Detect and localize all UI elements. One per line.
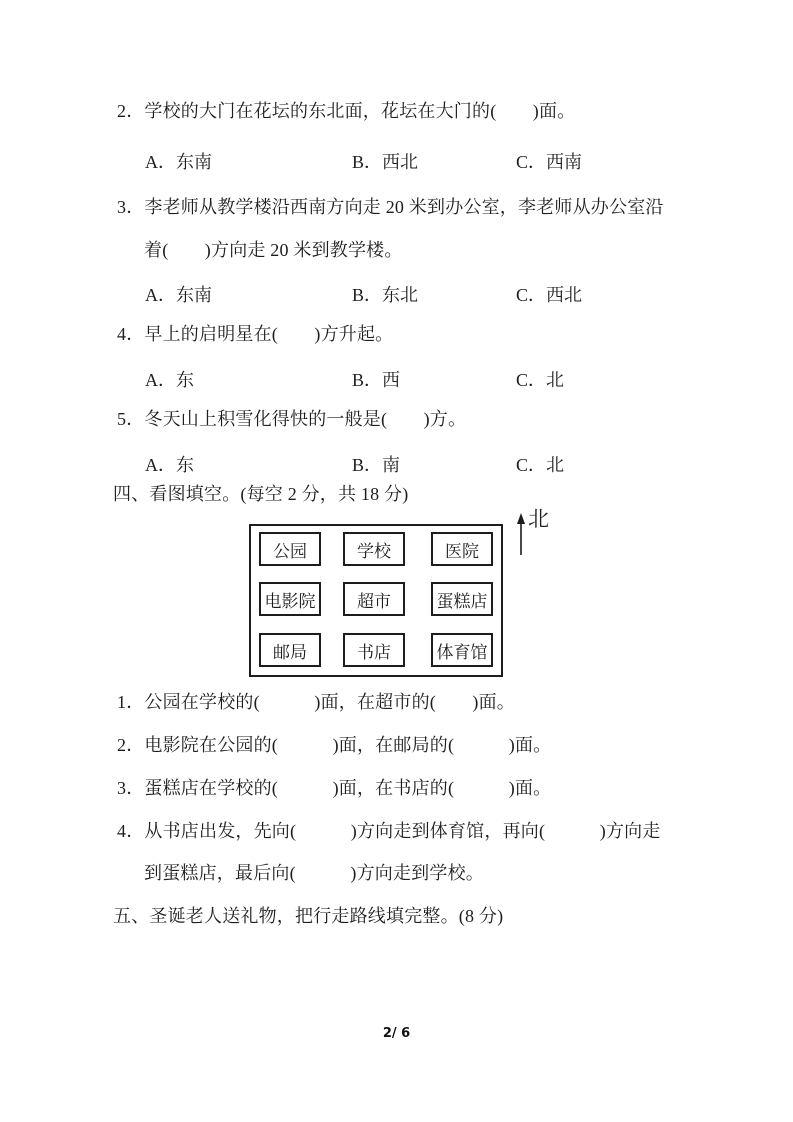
map-cell-gym: 体育馆	[431, 633, 493, 667]
map-cell-bookstore: 书店	[343, 633, 405, 667]
map-cell-school: 学校	[343, 532, 405, 566]
question-2-option-c: C．西南	[516, 152, 583, 172]
north-indicator	[508, 505, 568, 557]
question-2-option-b: B．西北	[352, 152, 419, 172]
map-figure	[249, 524, 503, 677]
map-cell-post-office: 邮局	[259, 633, 321, 667]
north-label: 北	[528, 507, 549, 531]
question-4-option-a: A．东	[145, 370, 194, 390]
question-3-text-line1: 3．李老师从教学楼沿西南方向走 20 米到办公室，李老师从办公室沿	[117, 197, 664, 217]
question-5-option-a: A．东	[145, 455, 194, 475]
question-4-text: 4．早上的启明星在( )方升起。	[117, 324, 394, 344]
question-3-option-a: A．东南	[145, 285, 212, 305]
question-4-option-c: C．北	[516, 370, 565, 390]
question-2-options	[117, 148, 737, 172]
question-3-options	[117, 281, 737, 305]
question-4-option-b: B．西	[352, 370, 401, 390]
fill-item-1: 1．公园在学校的( )面，在超市的( )面。	[117, 692, 515, 712]
section-4-title: 四、看图填空。(每空 2 分，共 18 分)	[113, 484, 409, 504]
question-3-text-line2: 着( )方向走 20 米到教学楼。	[144, 240, 403, 260]
fill-item-2: 2．电影院在公园的( )面，在邮局的( )面。	[117, 735, 552, 755]
fill-item-3: 3．蛋糕店在学校的( )面，在书店的( )面。	[117, 778, 552, 798]
question-3-option-b: B．东北	[352, 285, 419, 305]
section-5-title: 五、圣诞老人送礼物，把行走路线填完整。(8 分)	[113, 906, 504, 926]
map-cell-supermarket: 超市	[343, 582, 405, 616]
question-3-option-c: C．西北	[516, 285, 583, 305]
question-4-options	[117, 366, 737, 390]
question-5-options	[117, 451, 737, 475]
question-5-option-b: B．南	[352, 455, 401, 475]
map-cell-cake-shop: 蛋糕店	[431, 582, 493, 616]
map-cell-cinema: 电影院	[259, 582, 321, 616]
fill-item-4-line1: 4．从书店出发，先向( )方向走到体育馆，再向( )方向走	[117, 821, 661, 841]
question-2-text: 2．学校的大门在花坛的东北面，花坛在大门的( )面。	[117, 101, 576, 121]
fill-item-4-line2: 到蛋糕店，最后向( )方向走到学校。	[144, 863, 484, 883]
question-5-option-c: C．北	[516, 455, 565, 475]
page-number: 2/ 6	[382, 1026, 411, 1041]
question-5-text: 5．冬天山上积雪化得快的一般是( )方。	[117, 409, 467, 429]
map-cell-park: 公园	[259, 532, 321, 566]
map-cell-hospital: 医院	[431, 532, 493, 566]
question-2-option-a: A．东南	[145, 152, 212, 172]
